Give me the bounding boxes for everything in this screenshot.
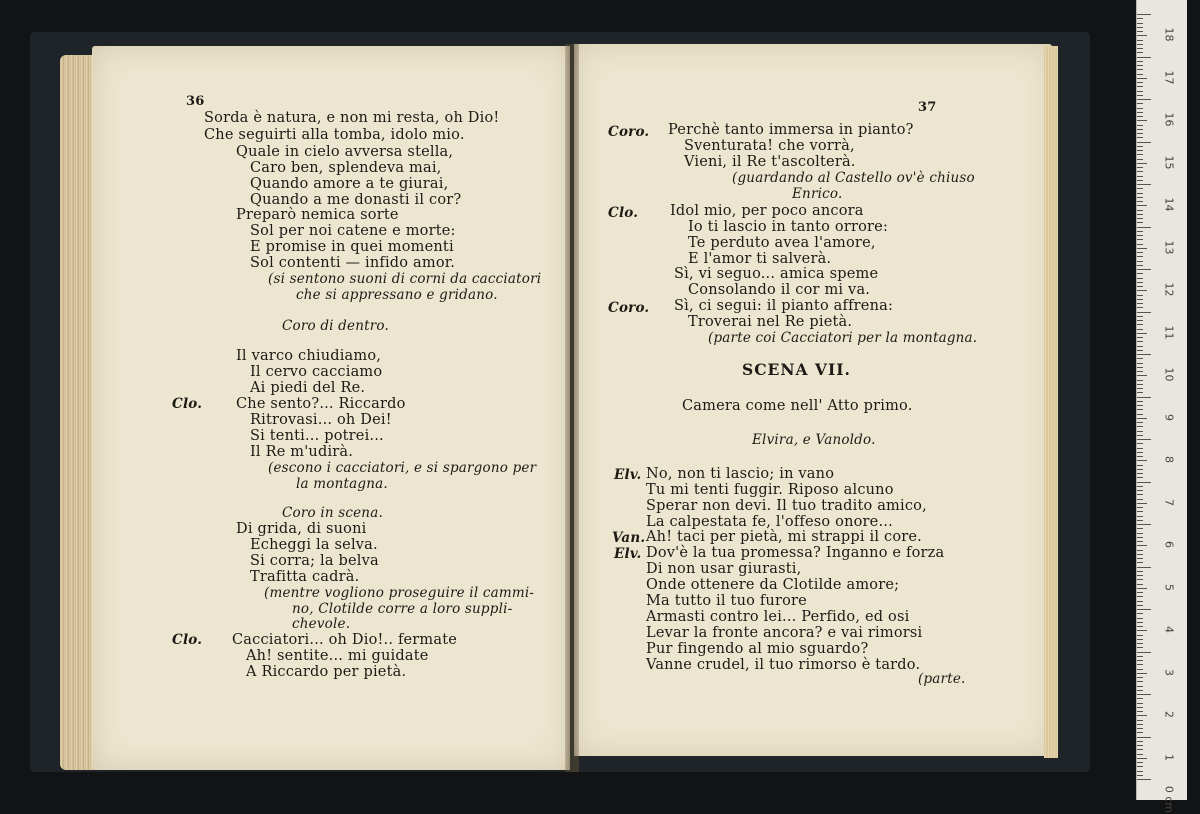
measurement-ruler [1136, 0, 1187, 814]
right-page-edge [1044, 46, 1058, 758]
ruler-tick [1137, 256, 1143, 257]
ruler-tick [1137, 290, 1147, 291]
verse-line: A Riccardo per pietà. [246, 664, 407, 680]
book-gutter [565, 44, 579, 772]
verse-line: E l'amor ti salverà. [688, 251, 832, 267]
ruler-tick [1137, 86, 1143, 87]
ruler-tick [1137, 762, 1143, 763]
ruler-tick [1137, 367, 1143, 368]
ruler-tick [1137, 52, 1143, 53]
ruler-tick [1137, 503, 1147, 504]
ruler-tick [1137, 244, 1143, 245]
ruler-tick [1137, 524, 1151, 525]
verse-line: Tu mi tenti fuggir. Riposo alcuno [646, 482, 894, 498]
section-heading: Coro in scena. [282, 505, 383, 521]
ruler-tick [1137, 681, 1143, 682]
ruler-tick [1137, 184, 1151, 185]
ruler-tick [1137, 673, 1147, 674]
ruler-tick [1137, 605, 1143, 606]
ruler-tick [1137, 295, 1143, 296]
ruler-number: 9 [1162, 413, 1176, 421]
ruler-tick [1137, 61, 1143, 62]
ruler-tick [1137, 14, 1151, 15]
ruler-tick [1137, 643, 1143, 644]
ruler-tick [1137, 265, 1143, 266]
stage-direction: la montagna. [296, 476, 388, 492]
ruler-tick [1137, 728, 1143, 729]
stage-direction: (parte. [918, 671, 966, 687]
ruler-tick [1137, 669, 1143, 670]
ruler-tick [1137, 397, 1151, 398]
ruler-tick [1137, 252, 1143, 253]
scene-setting: Camera come nell' Atto primo. [682, 398, 913, 414]
ruler-number: 6 [1162, 541, 1176, 549]
ruler-tick [1137, 698, 1143, 699]
verse-line: Te perduto avea l'amore, [688, 235, 876, 251]
ruler-tick [1137, 656, 1143, 657]
ruler-tick [1137, 299, 1143, 300]
ruler-tick [1137, 354, 1151, 355]
ruler-tick [1137, 312, 1151, 313]
ruler-tick [1137, 316, 1143, 317]
ruler-tick [1137, 31, 1143, 32]
speaker-label: Coro. [608, 124, 650, 140]
ruler-tick [1137, 635, 1143, 636]
ruler-tick [1137, 171, 1143, 172]
ruler-tick [1137, 554, 1143, 555]
ruler-number: 17 [1162, 70, 1176, 85]
ruler-tick [1137, 35, 1147, 36]
ruler-tick [1137, 91, 1143, 92]
verse-line: Ah! taci per pietà, mi strappi il core. [646, 529, 922, 545]
ruler-tick [1137, 775, 1143, 776]
ruler-tick [1137, 409, 1143, 410]
ruler-tick [1137, 218, 1143, 219]
verse-line: Ritrovasi... oh Dei! [250, 412, 392, 428]
ruler-tick [1137, 516, 1143, 517]
ruler-tick [1137, 320, 1143, 321]
ruler-tick [1137, 609, 1151, 610]
ruler-tick [1137, 363, 1143, 364]
verse-line: Il varco chiudiamo, [236, 348, 382, 364]
ruler-tick [1137, 371, 1143, 372]
ruler-tick [1137, 622, 1143, 623]
ruler-tick [1137, 159, 1143, 160]
speaker-label: Elv. [614, 546, 642, 562]
ruler-number: 0 cm [1162, 786, 1176, 814]
ruler-number: 11 [1162, 325, 1176, 340]
ruler-tick [1137, 732, 1143, 733]
ruler-tick [1137, 592, 1143, 593]
ruler-tick [1137, 235, 1143, 236]
ruler-tick [1137, 205, 1147, 206]
ruler-tick [1137, 239, 1143, 240]
page-number: 36 [186, 94, 205, 109]
ruler-tick [1137, 482, 1151, 483]
scene-heading: SCENA VII. [742, 360, 851, 379]
verse-line: Sperar non devi. Il tuo tradito amico, [646, 498, 927, 514]
verse-line: Sol per noi catene e morte: [250, 223, 456, 239]
ruler-tick [1137, 69, 1143, 70]
ruler-tick [1137, 18, 1143, 19]
verse-line: Idol mio, per poco ancora [670, 203, 864, 219]
ruler-tick [1137, 337, 1143, 338]
ruler-tick [1137, 715, 1147, 716]
ruler-tick [1137, 558, 1143, 559]
ruler-tick [1137, 103, 1143, 104]
ruler-tick [1137, 571, 1143, 572]
stage-direction: Enrico. [792, 186, 843, 202]
ruler-tick [1137, 520, 1143, 521]
verse-line: La calpestata fe, l'offeso onore... [646, 514, 893, 530]
ruler-tick [1137, 652, 1151, 653]
ruler-tick [1137, 575, 1143, 576]
verse-line: Echeggi la selva. [250, 537, 378, 553]
ruler-tick [1137, 741, 1143, 742]
ruler-number: 5 [1162, 583, 1176, 591]
ruler-tick [1137, 758, 1147, 759]
ruler-tick [1137, 341, 1143, 342]
ruler-tick [1137, 214, 1143, 215]
verse-line: Caro ben, splendeva mai, [250, 160, 442, 176]
ruler-number: 12 [1162, 282, 1176, 297]
ruler-tick [1137, 439, 1151, 440]
verse-line: Levar la fronte ancora? e vai rimorsi [646, 625, 923, 641]
ruler-tick [1137, 108, 1143, 109]
ruler-tick [1137, 724, 1143, 725]
ruler-tick [1137, 469, 1143, 470]
ruler-tick [1137, 99, 1151, 100]
ruler-tick [1137, 303, 1143, 304]
ruler-tick [1137, 231, 1143, 232]
ruler-tick [1137, 120, 1147, 121]
ruler-tick [1137, 720, 1143, 721]
verse-line: Si tenti... potrei... [250, 428, 384, 444]
speaker-label: Van. [612, 530, 646, 546]
ruler-number: 4 [1162, 626, 1176, 634]
verse-line: Troverai nel Re pietà. [688, 314, 853, 330]
verse-line: Che seguirti alla tomba, idolo mio. [204, 127, 465, 143]
ruler-tick [1137, 494, 1143, 495]
ruler-tick [1137, 745, 1143, 746]
page-number: 37 [918, 100, 937, 115]
ruler-tick [1137, 562, 1143, 563]
ruler-tick [1137, 613, 1143, 614]
verse-line: Ma tutto il tuo furore [646, 593, 807, 609]
ruler-tick [1137, 163, 1147, 164]
ruler-tick [1137, 664, 1143, 665]
ruler-tick [1137, 452, 1143, 453]
ruler-tick [1137, 180, 1143, 181]
verse-line: Armasti contro lei... Perfido, ed osi [646, 609, 910, 625]
ruler-tick [1137, 473, 1143, 474]
ruler-tick [1137, 248, 1147, 249]
speaker-label: Clo. [172, 396, 203, 412]
ruler-tick [1137, 435, 1143, 436]
ruler-tick [1137, 227, 1151, 228]
verse-line: Vieni, il Re t'ascolterà. [684, 154, 856, 170]
ruler-tick [1137, 677, 1143, 678]
ruler-tick [1137, 188, 1143, 189]
ruler-tick [1137, 588, 1147, 589]
ruler-tick [1137, 40, 1143, 41]
ruler-tick [1137, 95, 1143, 96]
verse-line: Consolando il cor mi va. [688, 282, 871, 298]
ruler-number: 7 [1162, 498, 1176, 506]
ruler-tick [1137, 154, 1143, 155]
ruler-number: 14 [1162, 197, 1176, 212]
ruler-tick [1137, 584, 1143, 585]
ruler-tick [1137, 477, 1143, 478]
speaker-label: Elv. [614, 467, 642, 483]
ruler-tick [1137, 499, 1143, 500]
stage-direction: (escono i cacciatori, e si spargono per [268, 460, 537, 476]
verse-line: Sol contenti — infido amor. [250, 255, 456, 271]
ruler-tick [1137, 541, 1143, 542]
ruler-tick [1137, 273, 1143, 274]
verse-line: Sì, vi seguo... amica speme [674, 266, 879, 282]
verse-line: Di non usar giurasti, [646, 561, 802, 577]
ruler-tick [1137, 537, 1143, 538]
ruler-tick [1137, 193, 1143, 194]
ruler-tick [1137, 167, 1143, 168]
verse-line: Sorda è natura, e non mi resta, oh Dio! [204, 110, 500, 126]
ruler-tick [1137, 626, 1143, 627]
ruler-tick [1137, 550, 1143, 551]
ruler-tick [1137, 414, 1143, 415]
ruler-tick [1137, 210, 1143, 211]
ruler-tick [1137, 690, 1143, 691]
ruler-tick [1137, 346, 1143, 347]
ruler-tick [1137, 686, 1143, 687]
ruler-number: 10 [1162, 367, 1176, 382]
ruler-tick [1137, 286, 1143, 287]
ruler-tick [1137, 443, 1143, 444]
verse-line: Preparò nemica sorte [236, 207, 399, 223]
ruler-tick [1137, 392, 1143, 393]
ruler-tick [1137, 44, 1143, 45]
stage-direction: (parte coi Cacciatori per la montagna. [708, 330, 978, 346]
ruler-number: 18 [1162, 27, 1176, 42]
ruler-tick [1137, 618, 1143, 619]
ruler-tick [1137, 545, 1147, 546]
ruler-tick [1137, 129, 1143, 130]
verse-line: Che sento?... Riccardo [236, 396, 406, 412]
ruler-number: 2 [1162, 711, 1176, 719]
verse-line: Il Re m'udirà. [250, 444, 354, 460]
ruler-tick [1137, 197, 1143, 198]
verse-line: Io ti lascio in tanto orrore: [688, 219, 889, 235]
ruler-tick [1137, 737, 1151, 738]
ruler-tick [1137, 630, 1147, 631]
ruler-tick [1137, 426, 1143, 427]
ruler-tick [1137, 82, 1143, 83]
verse-line: Ah! sentite... mi guidate [246, 648, 429, 664]
ruler-tick [1137, 375, 1147, 376]
ruler-number: 8 [1162, 456, 1176, 464]
verse-line: No, non ti lascio; in vano [646, 466, 835, 482]
ruler-tick [1137, 771, 1143, 772]
ruler-tick [1137, 150, 1143, 151]
ruler-tick [1137, 57, 1151, 58]
ruler-number: 3 [1162, 668, 1176, 676]
verse-line: Si corra; la belva [250, 553, 379, 569]
ruler-tick [1137, 528, 1143, 529]
ruler-tick [1137, 779, 1151, 780]
ruler-tick [1137, 137, 1143, 138]
ruler-tick [1137, 703, 1143, 704]
verse-line: Perchè tanto immersa in pianto? [668, 122, 914, 138]
ruler-tick [1137, 388, 1143, 389]
ruler-tick [1137, 507, 1143, 508]
ruler-tick [1137, 596, 1143, 597]
ruler-tick [1137, 112, 1143, 113]
ruler-tick [1137, 133, 1143, 134]
ruler-tick [1137, 307, 1143, 308]
ruler-tick [1137, 639, 1143, 640]
ruler-tick [1137, 27, 1143, 28]
ruler-tick [1137, 142, 1151, 143]
stage-direction: (mentre vogliono proseguire il cammi- [264, 585, 535, 601]
speaker-label: Clo. [608, 205, 639, 221]
ruler-number: 15 [1162, 155, 1176, 170]
ruler-tick [1137, 261, 1143, 262]
ruler-tick [1137, 23, 1143, 24]
ruler-tick [1137, 384, 1143, 385]
ruler-tick [1137, 324, 1143, 325]
speaker-label: Coro. [608, 300, 650, 316]
verse-line: Sì, ci segui: il pianto affrena: [674, 298, 894, 314]
stage-direction: chevole. [292, 616, 351, 632]
ruler-tick [1137, 74, 1143, 75]
ruler-tick [1137, 146, 1143, 147]
ruler-tick [1137, 754, 1143, 755]
stage-direction: (si sentono suoni di corni da cacciatori [268, 271, 542, 287]
ruler-tick [1137, 401, 1143, 402]
verse-line: Trafitta cadrà. [250, 569, 360, 585]
ruler-tick [1137, 465, 1143, 466]
ruler-tick [1137, 707, 1143, 708]
verse-line: Onde ottenere da Clotilde amore; [646, 577, 900, 593]
verse-line: Quale in cielo avversa stella, [236, 144, 454, 160]
ruler-tick [1137, 431, 1143, 432]
stage-direction: che si appressano e gridano. [296, 287, 498, 303]
stage-direction: no, Clotilde corre a loro suppli- [292, 601, 513, 617]
ruler-tick [1137, 333, 1147, 334]
ruler-tick [1137, 533, 1143, 534]
ruler-tick [1137, 176, 1143, 177]
ruler-tick [1137, 65, 1143, 66]
ruler-tick [1137, 456, 1143, 457]
stage-direction: (guardando al Castello ov'è chiuso [732, 170, 975, 186]
ruler-tick [1137, 567, 1151, 568]
ruler-tick [1137, 418, 1147, 419]
ruler-tick [1137, 579, 1143, 580]
ruler-tick [1137, 48, 1143, 49]
verse-line: Di grida, di suoni [236, 521, 367, 537]
ruler-tick [1137, 511, 1143, 512]
ruler-tick [1137, 201, 1143, 202]
ruler-tick [1137, 694, 1151, 695]
ruler-tick [1137, 766, 1143, 767]
ruler-tick [1137, 380, 1143, 381]
ruler-tick [1137, 490, 1143, 491]
verse-line: Pur fingendo al mio sguardo? [646, 641, 869, 657]
ruler-tick [1137, 711, 1143, 712]
verse-line: Quando amore a te giurai, [250, 176, 449, 192]
ruler-tick [1137, 125, 1143, 126]
ruler-number: 1 [1162, 753, 1176, 761]
ruler-tick [1137, 282, 1143, 283]
verse-line: Ai piedi del Re. [250, 380, 366, 396]
ruler-tick [1137, 448, 1143, 449]
ruler-tick [1137, 660, 1143, 661]
ruler-tick [1137, 329, 1143, 330]
ruler-number: 16 [1162, 112, 1176, 127]
ruler-tick [1137, 222, 1143, 223]
ruler-tick [1137, 358, 1143, 359]
characters-line: Elvira, e Vanoldo. [752, 432, 876, 448]
ruler-tick [1137, 647, 1143, 648]
ruler-tick [1137, 405, 1143, 406]
speaker-label: Clo. [172, 632, 203, 648]
ruler-tick [1137, 422, 1143, 423]
ruler-tick [1137, 269, 1151, 270]
ruler-tick [1137, 350, 1143, 351]
verse-line: Cacciatori... oh Dio!.. fermate [232, 632, 458, 648]
verse-line: Vanne crudel, il tuo rimorso è tardo. [646, 657, 921, 673]
verse-line: Sventurata! che vorrà, [684, 138, 855, 154]
ruler-tick [1137, 78, 1147, 79]
ruler-number: 13 [1162, 240, 1176, 255]
section-heading: Coro di dentro. [282, 318, 389, 334]
verse-line: E promise in quei momenti [250, 239, 454, 255]
verse-line: Quando a me donasti il cor? [250, 192, 462, 208]
ruler-tick [1137, 460, 1147, 461]
ruler-tick [1137, 601, 1143, 602]
verse-line: Il cervo cacciamo [250, 364, 383, 380]
verse-line: Dov'è la tua promessa? Inganno e forza [646, 545, 945, 561]
ruler-tick [1137, 749, 1143, 750]
ruler-tick [1137, 278, 1143, 279]
ruler-tick [1137, 486, 1143, 487]
ruler-tick [1137, 116, 1143, 117]
